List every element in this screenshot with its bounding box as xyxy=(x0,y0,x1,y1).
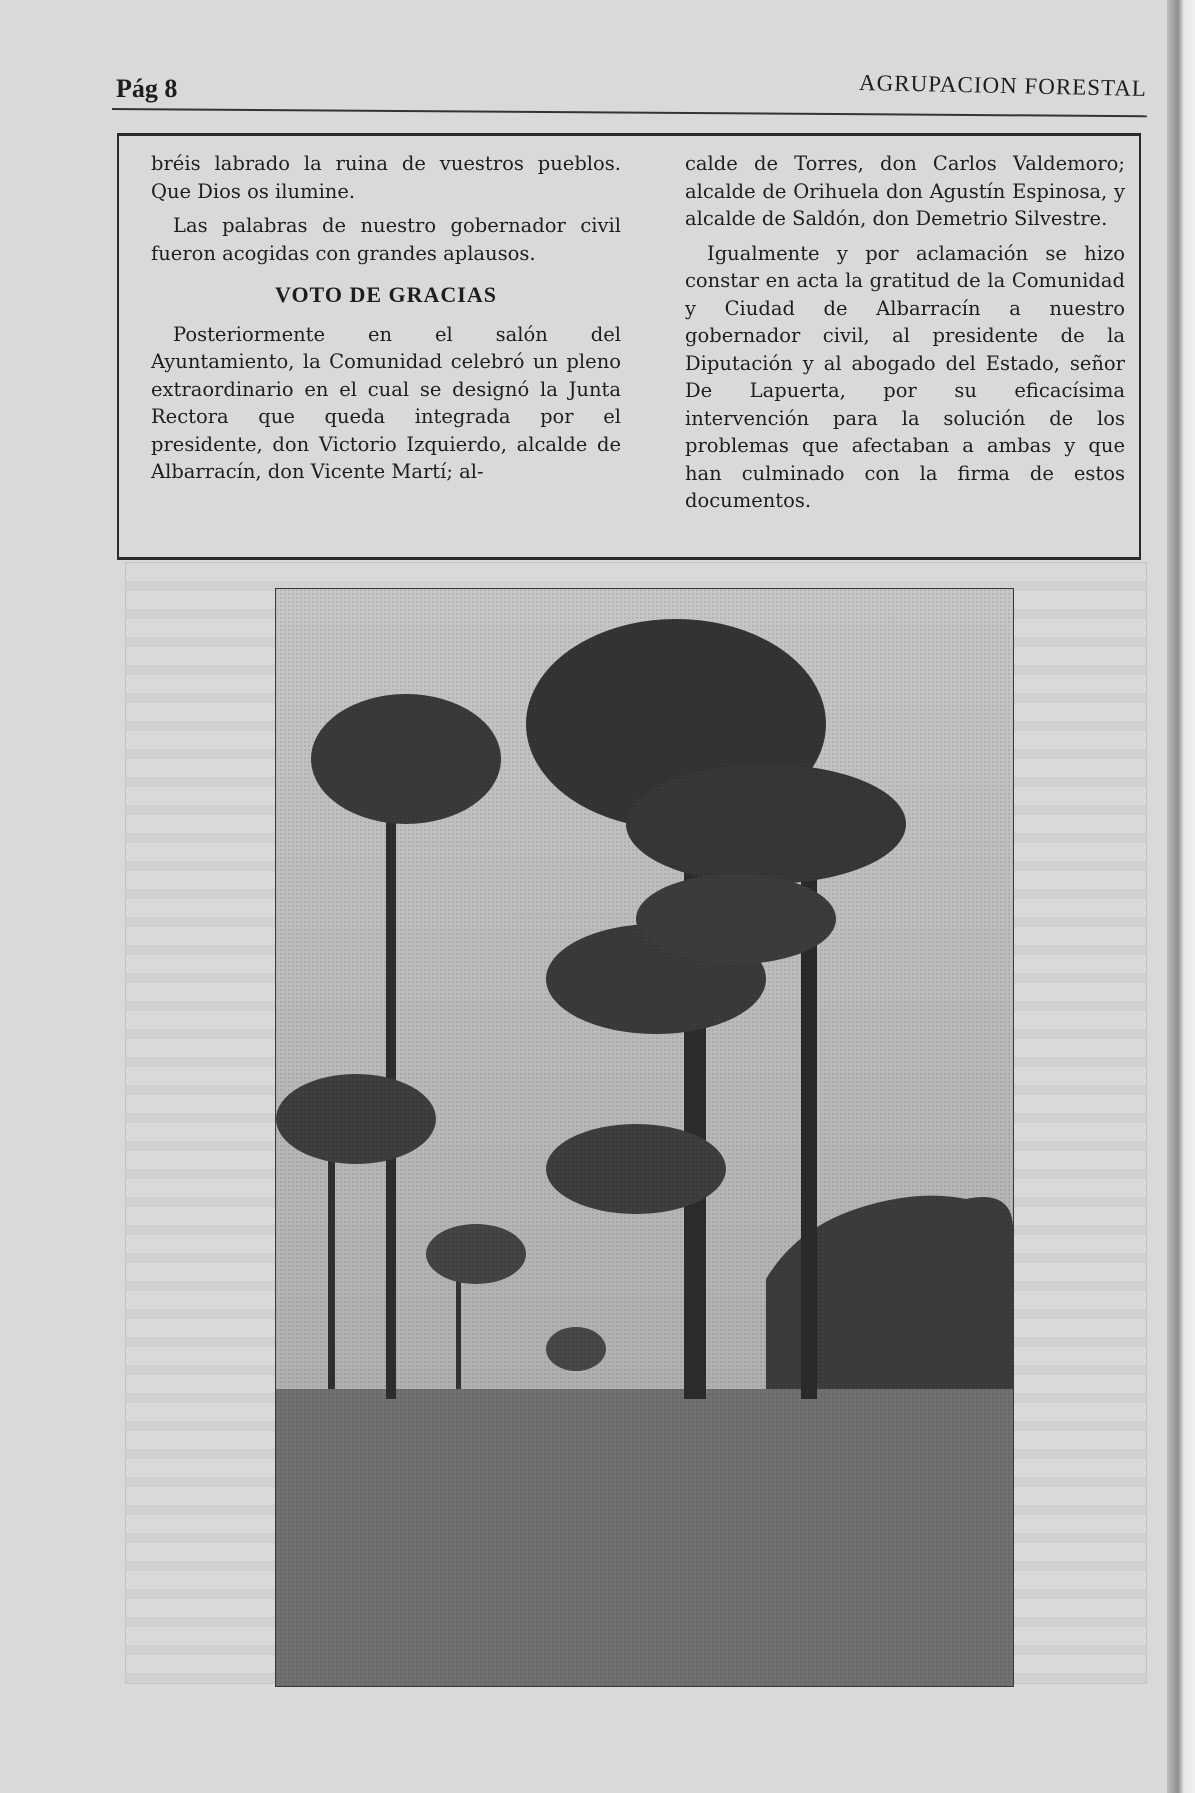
article-box xyxy=(117,133,1141,560)
header-rule xyxy=(112,108,1147,117)
section-heading: VOTO DE GRACIAS xyxy=(275,282,497,307)
right-paragraph-1: calde de Torres, don Carlos Valdemoro; alcalde de Orihuela don Agustín Espinosa, y alcalde de Saldón, don Demetrio Silvestre. xyxy=(685,152,1125,230)
forest-photograph xyxy=(275,588,1014,1687)
left-paragraph-3: Posteriormente en el salón del Ayuntamiento, la Comunidad celebró un pleno extraordinario en el cual se designó la Junta Rectora que queda integrada por el presidente, don Victorio Izquierdo, alcalde de Albarracín, don Vicente Martí; al- xyxy=(151,322,621,483)
article-left-column xyxy=(151,150,621,493)
right-paragraph-2: Igualmente y por aclamación se hizo constar en acta la gratitud de la Comunidad y Ciudad de Albarracín a nuestro gobernador civil, al presidente de la Diputación y al abogado del Estado, señor De Lapuerta, por su eficacísima intervención para la solución de los problemas que afectaban a ambas y que han culminado con la firma de estos documentos. xyxy=(685,241,1125,512)
pine-trees-image xyxy=(276,589,1013,1686)
article-right-column xyxy=(685,150,1125,522)
page-number: Pág 8 xyxy=(116,74,178,103)
left-paragraph-2: Las palabras de nuestro gobernador civil fueron acogidas con grandes aplausos. xyxy=(151,214,621,265)
page-header xyxy=(112,68,1147,112)
publication-title: AGRUPACION FORESTAL xyxy=(858,69,1148,101)
left-paragraph-1: bréis labrado la ruina de vuestros pueblos. Que Dios os ilumine. xyxy=(151,152,621,203)
page-edge-shadow xyxy=(1167,0,1195,1793)
